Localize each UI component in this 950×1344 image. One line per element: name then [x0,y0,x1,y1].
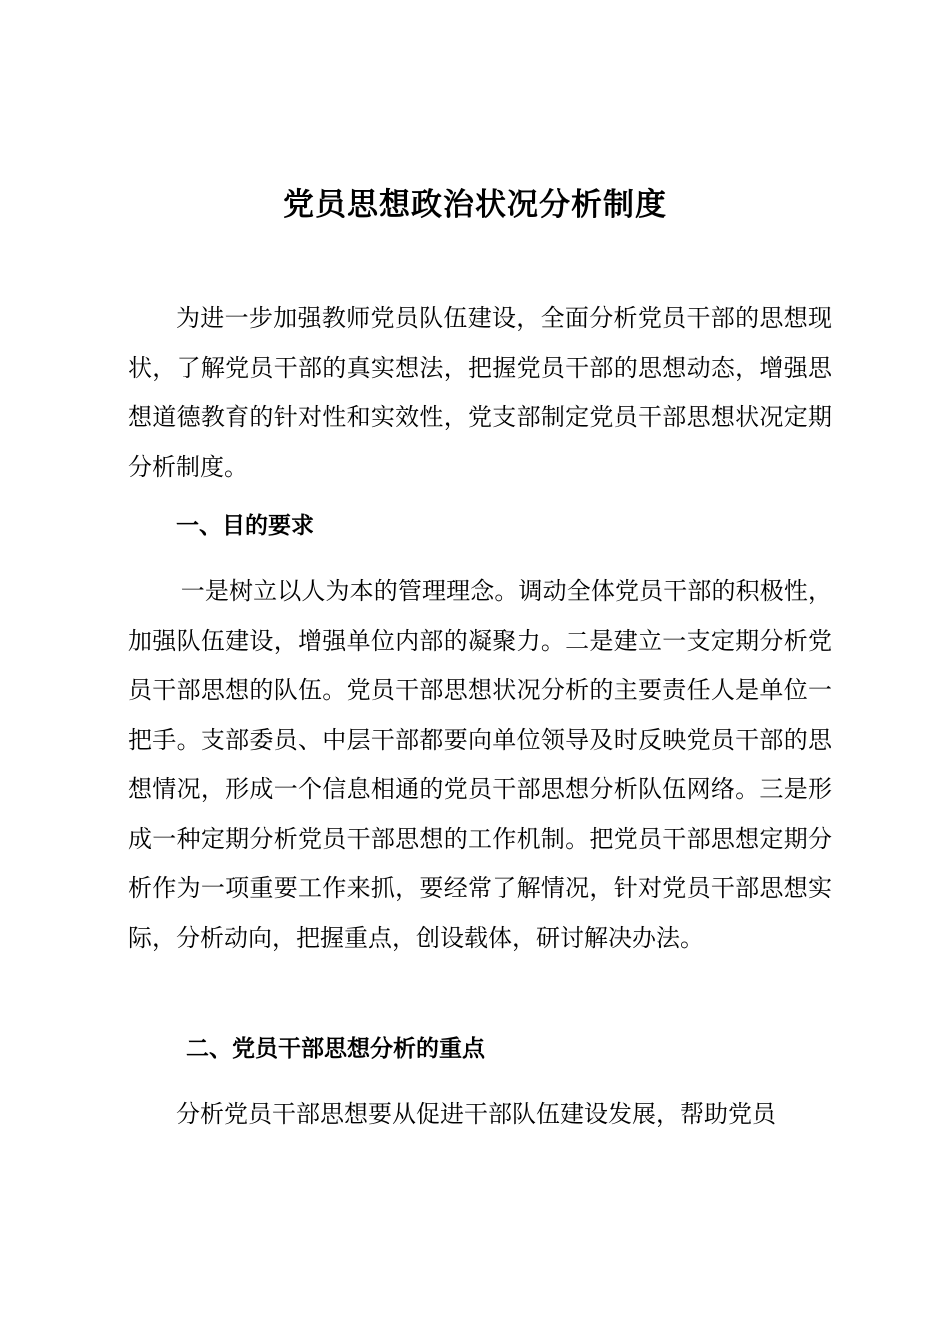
document-title: 党员思想政治状况分析制度 [283,187,667,223]
section-heading-focus: 二、党员干部思想分析的重点 [186,1036,485,1062]
intro-paragraph: 为进一步加强教师党员队伍建设，全面分析党员干部的思想现状，了解党员干部的真实想法，把握党员干部的思想动态，增强思想道德教育的针对性和实效性，党支部制定党员干部思想状况定期分析制度。 [128,304,832,481]
section-body-focus: 分析党员干部思想要从促进干部队伍建设发展，帮助党员 [176,1100,776,1128]
section-body-purpose: 一是树立以人为本的管理理念。调动全体党员干部的积极性，加强队伍建设，增强单位内部的凝聚力。二是建立一支定期分析党员干部思想的队伍。党员干部思想状况分析的主要责任人是单位一把手。支部委员、中层干部都要向单位领导及时反映党员干部的思想情况，形成一个信息相通的党员干部思想分析队伍网络。三是形成一种定期分析党员干部思想的工作机制。把党员干部思想定期分析作为一项重要工作来抓，要经常了解情况，针对党员干部思想实际，分析动向，把握重点，创设载体，研讨解决办法。 [128,577,832,952]
section-heading-purpose: 一、目的要求 [176,513,314,539]
